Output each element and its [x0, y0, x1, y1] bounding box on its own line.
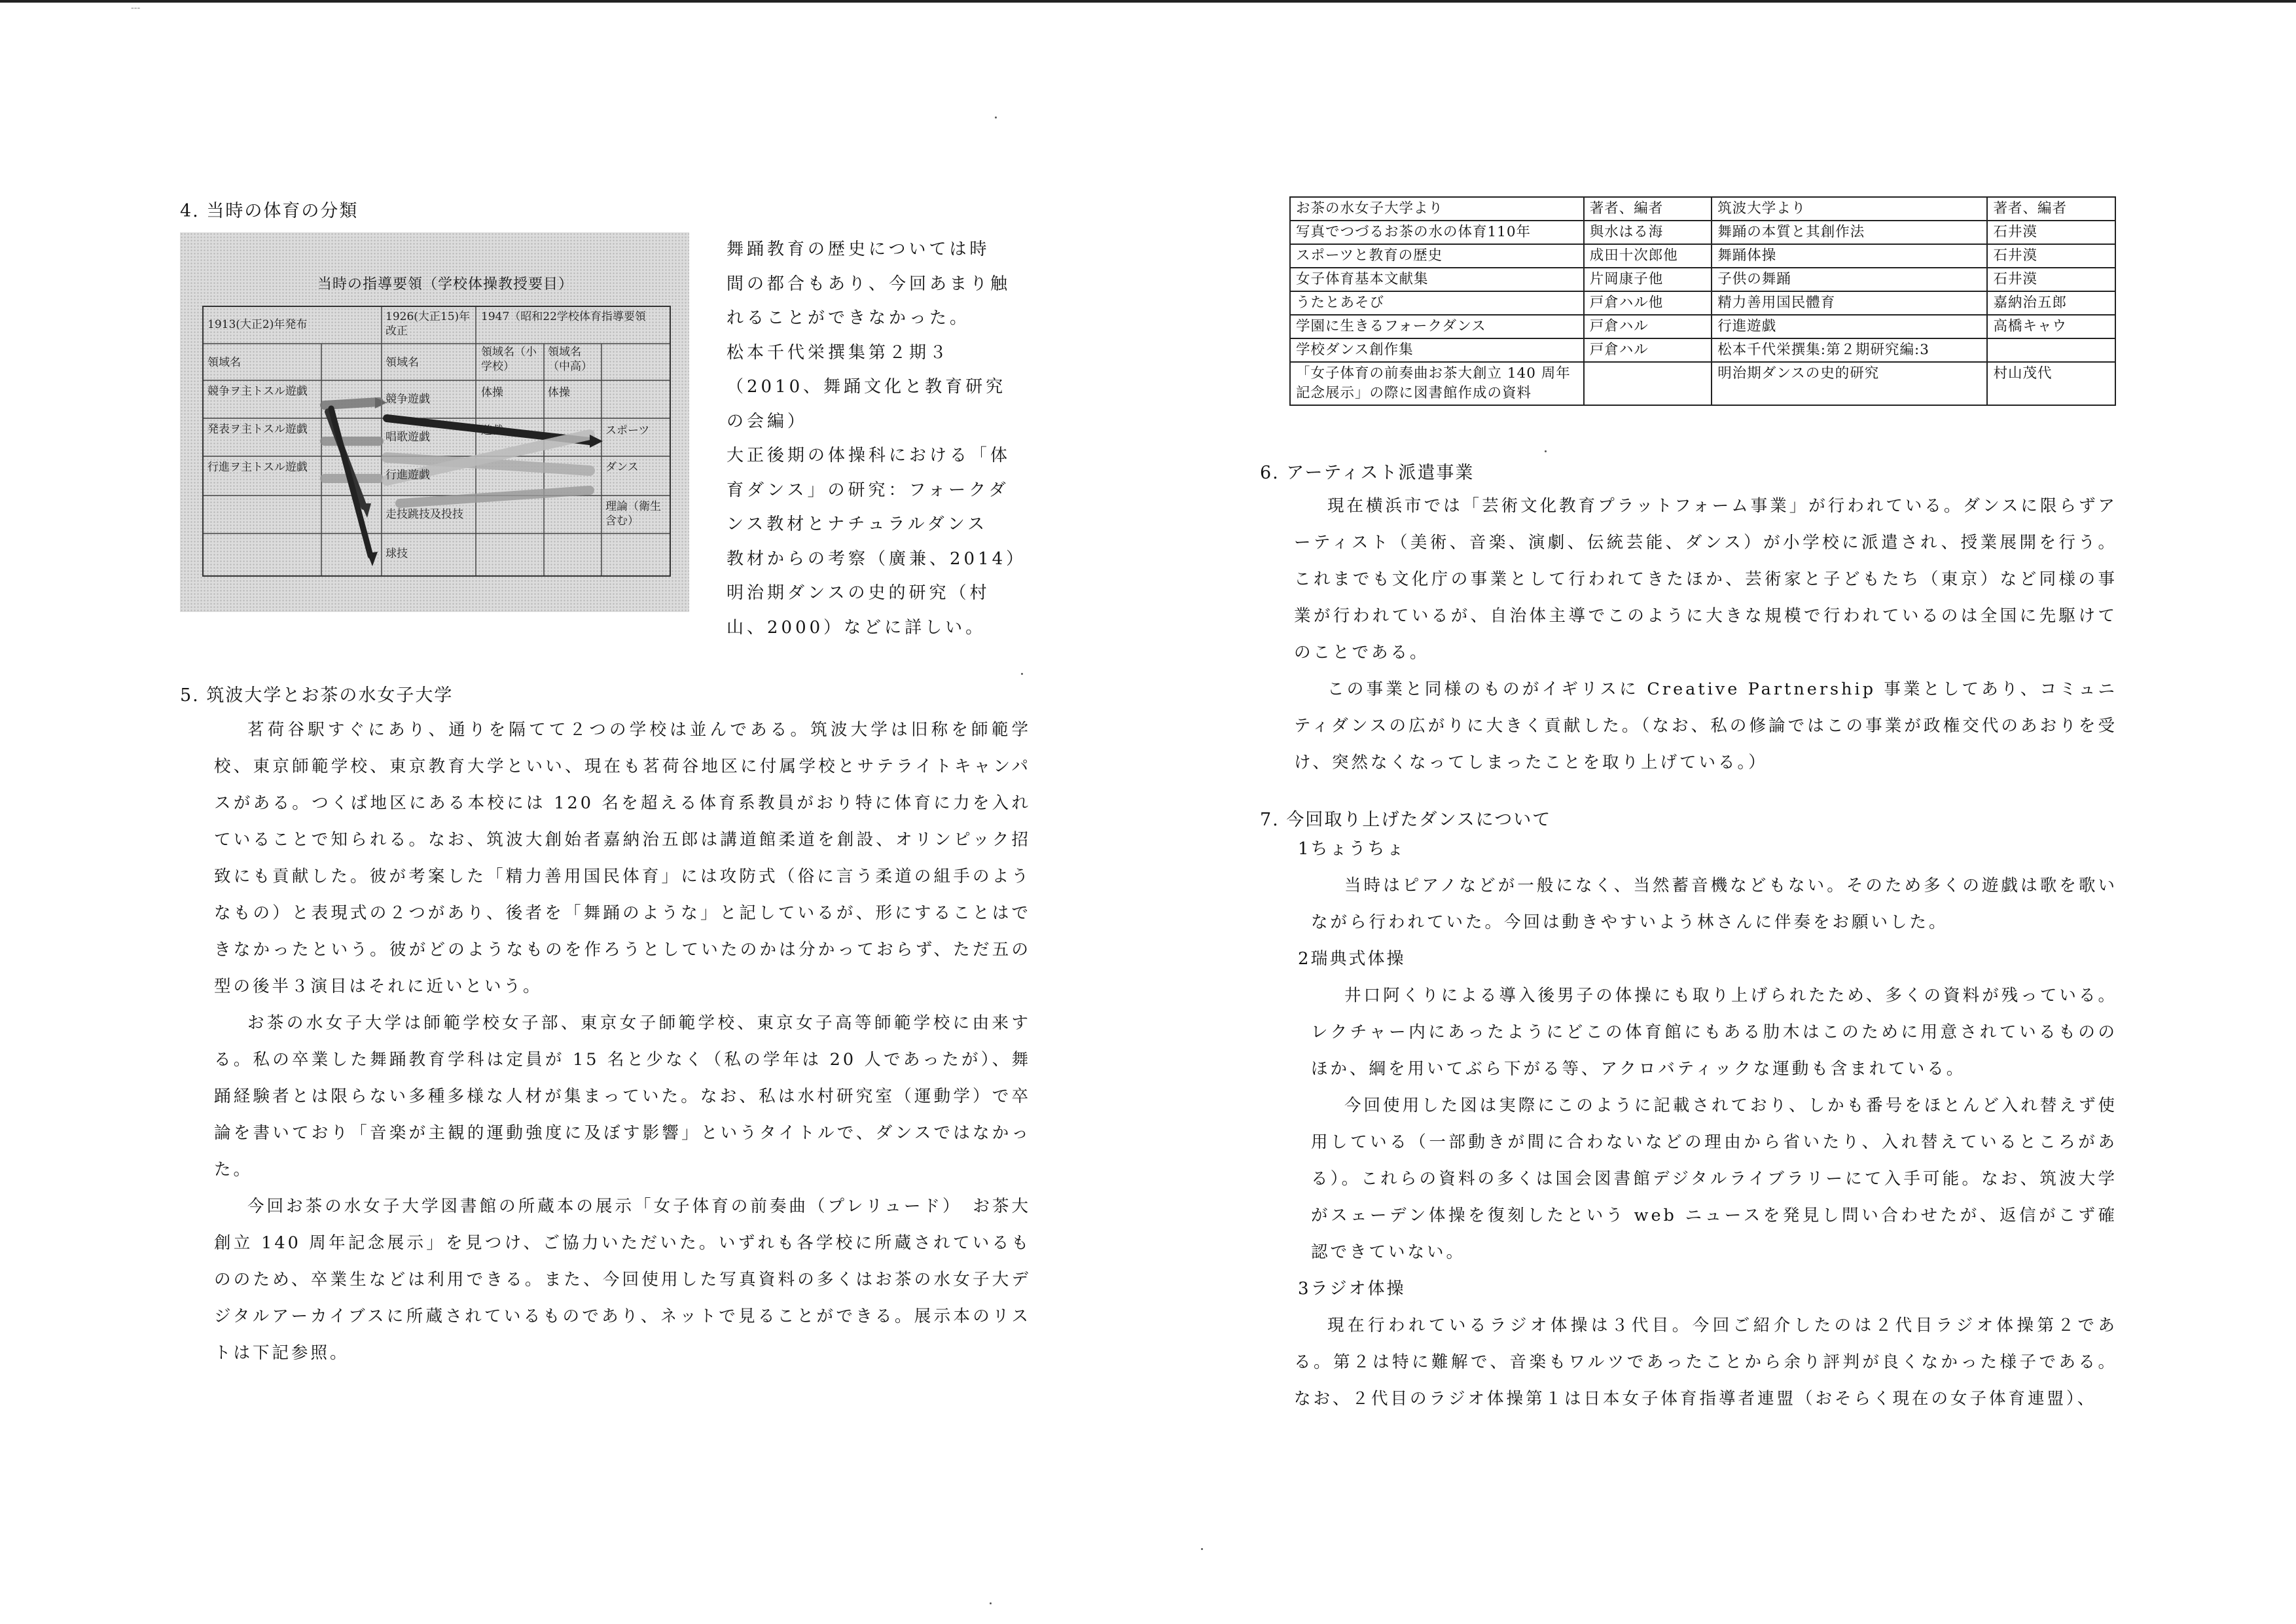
table-row [1290, 221, 2115, 244]
note-line: ンス教材とナチュラルダンス [726, 514, 988, 534]
table-header-cell: お茶の水女子大学より [1290, 197, 1584, 221]
fig-c2-r2: 唱歌遊戯 [386, 431, 430, 444]
fig-c1-r3: 行進ヲ主トスル遊戯 [207, 461, 308, 474]
table-header-cell: 著者、編者 [1987, 197, 2115, 221]
table-row [1290, 338, 2115, 362]
fig-c2-r5: 球技 [386, 547, 408, 560]
fig-c4-r4: 理論（衛生含む） [605, 500, 661, 528]
history-note [726, 232, 1041, 645]
note-line: 教材からの考察（廣兼、2014） [726, 549, 1027, 569]
subsection-radio-taiso: 3ラジオ体操 [1298, 1279, 1406, 1299]
note-line: 明治期ダンスの史的研究（村 [726, 583, 990, 603]
fig-c2-r1: 競争遊戯 [386, 393, 430, 406]
fig-col3-head: 1947（昭和22学校体育指導要領 [481, 310, 646, 323]
section-5-para: 茗荷谷駅すぐにあり、通りを隔てて２つの学校は並んである。筑波大学は旧称を師範学校、東京師範学校、東京教育大学といい、現在も茗荷谷地区に付属学校とサテライトキャンパスがある。つくば地区にある本校には 120 名を超える体育系教員がおり特に体育に力を入れていることで知られる。なお、筑波大創始者嘉納治五郎は講道館柔道を創設、オリンピック招致にも貢献した。彼が考案した「精力善用国民体育」には攻防式（俗に言う柔道の組手のようなもの）と表現式の２つがあり、後者を「舞踊のような」と記しているが、形にすることはできなかったという。彼がどのようなものを作ろうとしていたのかは分かっておらず、ただ五の型の後半３演目はそれに近いという。 [214, 720, 1031, 996]
table-cell: 戸倉ハル [1584, 338, 1712, 362]
scan-speck [1021, 673, 1023, 675]
note-line: 育ダンス」の研究：フォークダ [726, 480, 1009, 500]
scan-speck [990, 1602, 992, 1604]
table-cell [1987, 338, 2115, 362]
table-cell: 舞踊の本質と其創作法 [1712, 221, 1987, 244]
fig-sub-head-a: 領域名（小学校） [481, 346, 537, 373]
note-line: 間の都合もあり、今回あまり触 [726, 274, 1011, 294]
scan-speck [1201, 1548, 1203, 1550]
table-cell: 学園に生きるフォークダンス [1290, 315, 1584, 338]
scan-speck [1545, 450, 1547, 452]
table-cell: 與水はる海 [1584, 221, 1712, 244]
section-7-title: 7. 今回取り上げたダンスについて [1260, 810, 1552, 830]
fig-col2-head: 1926(大正15)年改正 [386, 310, 471, 338]
table-cell: 「女子体育の前奏曲お茶大創立 140 周年記念展示」の際に図書館作成の資料 [1290, 362, 1584, 405]
note-line: 山、2000）などに詳しい。 [726, 617, 986, 638]
table-cell: スポーツと教育の歴史 [1290, 244, 1584, 268]
note-line: 大正後期の体操科における「体 [726, 446, 1011, 465]
table-row [1290, 268, 2115, 291]
table-header-cell: 筑波大学より [1712, 197, 1987, 221]
section-7 [1260, 805, 2117, 1417]
left-column [180, 196, 1044, 222]
table-cell: 精力善用国民體育 [1712, 291, 1987, 315]
table-row [1290, 291, 2115, 315]
section-5-title: 5. 筑波大学とお茶の水女子大学 [180, 685, 454, 706]
subsection-para: 井口阿くりによる導入後男子の体操にも取り上げられたため、多くの資料が残っている。レクチャー内にあったようにどこの体育館にもある肋木はこのために用意されているもののほか、綱を用いてぶら下がる等、アクロバティックな運動も含まれている。 [1311, 986, 2117, 1079]
subsection-para: 現在行われているラジオ体操は３代目。今回ご紹介したのは２代目ラジオ体操第２である。第２は特に難解で、音楽もワルツであったことから余り評判が良くなかった様子である。なお、２代目のラジオ体操第１は日本女子体育指導者連盟（おそらく現在の女子体育連盟）、 [1294, 1316, 2117, 1409]
table-cell: 成田十次郎他 [1584, 244, 1712, 268]
fig-c2-r3: 行進遊戯 [386, 469, 430, 482]
section-6 [1260, 458, 2117, 781]
note-line: の会編） [726, 411, 808, 431]
table-cell: 舞踊体操 [1712, 244, 1987, 268]
fig-sub-head-b: 領域名（中高） [548, 346, 592, 373]
table-cell: 石井漠 [1987, 268, 2115, 291]
table-cell: 高橋キャウ [1987, 315, 2115, 338]
note-line: 松本千代栄撰集第２期３ [726, 342, 950, 363]
corner-mark: --- [131, 3, 141, 13]
section-6-para: 現在横浜市では「芸術文化教育プラットフォーム事業」が行われている。ダンスに限らずアーティスト（美術、音楽、演劇、伝統芸能、ダンス）が小学校に派遣され、授業展開を行う。これまでも文化庁の事業として行われてきたほか、芸術家と子どもたち（東京）など同様の事業が行われているが、自治体主導でこのように大きな規模で行われているのは全国に先駆けてのことである。 [1294, 496, 2117, 662]
table-cell: 松本千代栄撰集:第２期研究編:3 [1712, 338, 1987, 362]
section-4-title: 4. 当時の体育の分類 [180, 201, 359, 221]
table-cell: 女子体育基本文献集 [1290, 268, 1584, 291]
section-5 [180, 681, 1031, 1371]
subsection-chouchou: 1ちょうちょ [1298, 839, 1406, 859]
note-line: れることができなかった。 [726, 308, 971, 328]
table-cell: 子供の舞踊 [1712, 268, 1987, 291]
table-cell [1584, 362, 1712, 405]
section-6-para: この事業と同様のものがイギリスに Creative Partnership 事業としてあり、コミュニティダンスの広がりに大きく貢献した。（なお、私の修論ではこの事業が政権交代のあおりを受け、突然なくなってしまったことを取り上げている。） [1294, 679, 2117, 772]
fig-c4-r3: ダンス [605, 461, 639, 474]
table-cell: 戸倉ハル [1584, 315, 1712, 338]
table-cell: うたとあそび [1290, 291, 1584, 315]
table-cell: 村山茂代 [1987, 362, 2115, 405]
subsection-para: 当時はピアノなどが一般になく、当然蓄音機などもない。そのため多くの遊戯は歌を歌いながら行われていた。今回は動きやすいよう林さんに伴奏をお願いした。 [1311, 876, 2117, 932]
table-cell: 写真でつづるお茶の水の体育110年 [1290, 221, 1584, 244]
curriculum-figure [180, 232, 689, 612]
figure-title: 当時の指導要領（学校体操教授要目） [317, 276, 574, 293]
fig-c1-r2: 発表ヲ主トスル遊戯 [207, 423, 308, 436]
table-cell: 片岡康子他 [1584, 268, 1712, 291]
note-line: （2010、舞踊文化と教育研究 [726, 377, 1007, 397]
subsection-para: 今回使用した図は実際にこのように記載されており、しかも番号をほとんど入れ替えず使用している（一部動きが間に合わないなどの理由から省いたり、入れ替えているところがある）。これらの資料の多くは国会図書館デジタルライブラリーにて入手可能。なお、筑波大学がスェーデン体操を復刻したという web ニュースを発見し問い合わせたが、返信がこず確認できていない。 [1311, 1096, 2117, 1262]
note-line: 舞踊教育の歴史については時 [726, 240, 990, 259]
table-cell: 明治期ダンスの史的研究 [1712, 362, 1987, 405]
subsection-swedish-gymnastics: 2瑞典式体操 [1298, 949, 1406, 969]
table-cell: 石井漠 [1987, 221, 2115, 244]
table-row [1290, 315, 2115, 338]
table-cell: 嘉納治五郎 [1987, 291, 2115, 315]
section-6-title: 6. アーティスト派遣事業 [1260, 463, 1475, 483]
fig-c2-r4: 走技跳技及投技 [386, 508, 463, 521]
section-5-para: 今回お茶の水女子大学図書館の所蔵本の展示「女子体育の前奏曲（プレリュード） お茶大創立 140 周年記念展示」を見つけ、ご協力いただいた。いずれも各学校に所蔵されているもののため、卒業生などは利用できる。また、今回使用した写真資料の多くはお茶の水女子大デジタルアーカイブスに所蔵されているものであり、ネットで見ることができる。展示本のリストは下記参照。 [214, 1197, 1031, 1363]
table-cell: 戸倉ハル他 [1584, 291, 1712, 315]
table-cell: 学校ダンス創作集 [1290, 338, 1584, 362]
scan-speck [995, 117, 997, 118]
fig-c4-r1: 体操 [548, 386, 570, 399]
fig-c1-r1: 競争ヲ主トスル遊戯 [207, 385, 308, 398]
section-5-para: お茶の水女子大学は師範学校女子部、東京女子師範学校、東京女子高等師範学校に由来する。私の卒業した舞踊教育学科は定員が 15 名と少なく（私の学年は 20 人であったが）、舞踊経験者とは限らない多種多様な人材が集まっていた。なお、私は水村研究室（運動学）で卒論を書いており「音楽が主観的運動強度に及ぼす影響」というタイトルで、ダンスではなかった。 [214, 1013, 1031, 1180]
exhibit-book-table [1289, 196, 2116, 406]
figure-arrows [325, 397, 603, 566]
table-header-row [1290, 197, 2115, 221]
table-header-cell: 著者、編者 [1584, 197, 1712, 221]
fig-c3-r2: 遊戯 [481, 424, 503, 437]
page-top-edge [0, 0, 2296, 3]
table-cell: 行進遊戯 [1712, 315, 1987, 338]
figure-grid [202, 306, 671, 577]
fig-row-head-2: 領域名 [386, 356, 419, 369]
table-row [1290, 362, 2115, 405]
fig-col1-head: 1913(大正2)年発布 [207, 318, 308, 331]
fig-c4-r2: スポーツ [605, 424, 650, 437]
table-row [1290, 244, 2115, 268]
figure-row [180, 232, 1044, 664]
fig-row-head-1: 領域名 [207, 356, 241, 369]
fig-c3-r1: 体操 [481, 386, 503, 399]
table-cell: 石井漠 [1987, 244, 2115, 268]
